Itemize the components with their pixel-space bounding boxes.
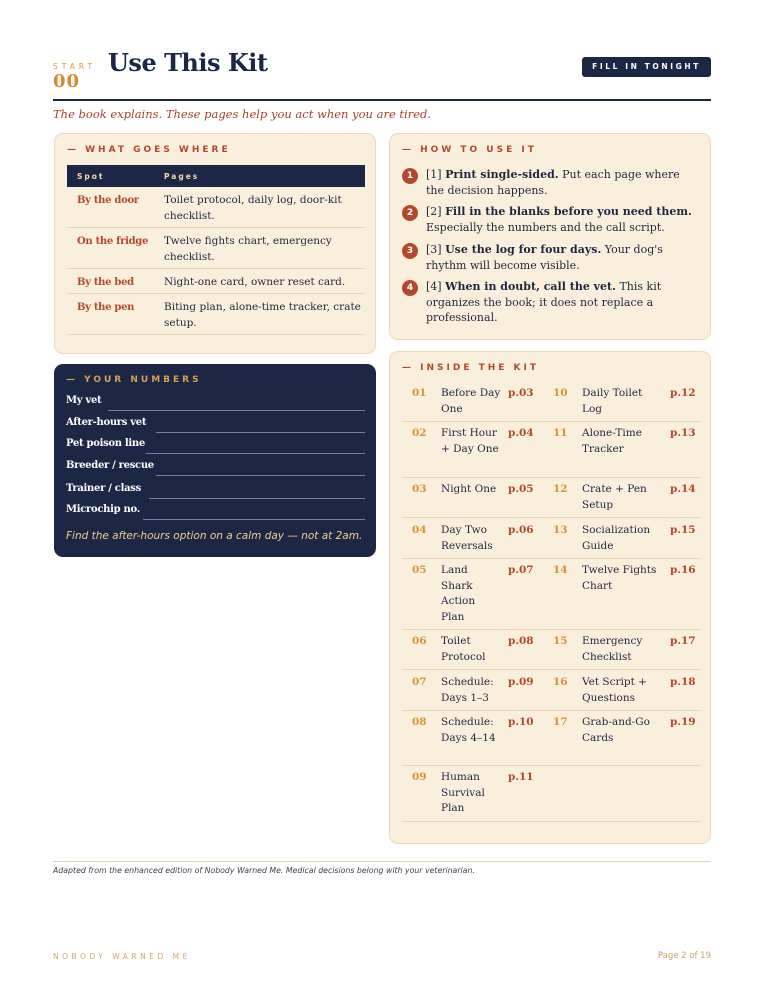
numbers-note: Find the after-hours option on a calm day — not at 2am.	[66, 530, 363, 542]
kit-item-page: p.05	[508, 483, 534, 495]
step-tag: [4]	[426, 280, 442, 293]
how-to-use-panel	[389, 133, 711, 340]
pages-column-header: Pages	[164, 172, 200, 181]
field-label: Microchip no.	[66, 504, 140, 515]
kit-item-page: p.09	[508, 676, 534, 688]
what-goes-where-panel	[54, 133, 376, 354]
step-tag: [3]	[426, 243, 442, 256]
spot-table-header	[67, 165, 365, 187]
kit-item-page: p.12	[670, 387, 696, 399]
header-divider	[53, 99, 711, 101]
kit-item-name: Twelve Fights Chart	[582, 564, 657, 592]
step-title: Print single-sided.	[445, 168, 559, 181]
kit-item-number: 02	[412, 427, 427, 439]
pet-poison-line-field[interactable]	[66, 438, 365, 454]
kit-table-row	[402, 634, 701, 670]
pages-cell: Night-one card, owner reset card.	[164, 276, 346, 288]
step-number-badge: 2	[402, 205, 418, 221]
kit-item-number: 14	[553, 564, 568, 576]
microchip-field[interactable]	[66, 504, 365, 520]
fill-in-line[interactable]	[143, 519, 365, 520]
kit-item-number: 07	[412, 676, 427, 688]
how-to-use-heading: — HOW TO USE IT	[402, 145, 537, 155]
page-title: Use This Kit	[108, 48, 268, 77]
kit-item-number: 15	[553, 635, 568, 647]
step-number-badge: 1	[402, 168, 418, 184]
kit-table-row	[402, 523, 701, 559]
page-subtitle: The book explains. These pages help you act when you are tired.	[53, 107, 432, 121]
section-number: 00	[53, 71, 81, 92]
step-title: Fill in the blanks before you need them.	[445, 205, 692, 218]
kit-item-page: p.11	[508, 771, 534, 783]
fill-in-line[interactable]	[156, 432, 365, 433]
kit-table-row	[402, 715, 701, 766]
kit-item-number: 05	[412, 564, 427, 576]
kit-item-name: Alone-Time Tracker	[582, 427, 642, 455]
step-number-badge: 4	[402, 280, 418, 296]
pages-cell: Toilet protocol, daily log, door-kit checklist.	[164, 194, 342, 222]
kit-item-number: 03	[412, 483, 427, 495]
kit-table-row	[402, 675, 701, 711]
page-number: Page 2 of 19	[657, 951, 711, 961]
kit-item-page: p.04	[508, 427, 534, 439]
kit-item-page: p.10	[508, 716, 534, 728]
step-text	[426, 242, 696, 273]
table-row	[67, 294, 365, 335]
field-label: Trainer / class	[66, 483, 141, 494]
step-number-badge: 3	[402, 243, 418, 259]
footnote: Adapted from the enhanced edition of Nobody Warned Me. Medical decisions belong with your veterinarian.	[53, 866, 475, 875]
step-detail: Your dog's rhythm will become visible.	[426, 243, 663, 272]
step-detail: Especially the numbers and the call script.	[426, 220, 665, 234]
spot-column-header: Spot	[77, 172, 105, 181]
kit-item-page: p.15	[670, 524, 696, 536]
kit-item-number: 12	[553, 483, 568, 495]
what-goes-where-heading: — WHAT GOES WHERE	[67, 145, 231, 155]
kit-item-name: Land Shark Action Plan	[441, 564, 476, 623]
step-text	[426, 167, 696, 198]
kit-table-row	[402, 563, 701, 630]
kit-item-name: Grab-and-Go Cards	[582, 716, 650, 744]
kit-item-page: p.14	[670, 483, 696, 495]
fill-in-line[interactable]	[108, 410, 365, 411]
kit-item-name: Vet Script + Questions	[582, 676, 647, 704]
fill-in-badge: FILL IN TONIGHT	[582, 57, 711, 77]
kit-item-page: p.08	[508, 635, 534, 647]
step-text	[426, 204, 696, 235]
kit-item-name: Crate + Pen Setup	[582, 483, 647, 511]
kit-item-number: 04	[412, 524, 427, 536]
my-vet-field[interactable]	[66, 395, 365, 411]
kit-item-name: Schedule: Days 4–14	[441, 716, 496, 744]
kit-item-page: p.19	[670, 716, 696, 728]
footer-divider	[53, 861, 711, 862]
fill-in-line[interactable]	[156, 475, 365, 476]
pages-cell: Biting plan, alone-time tracker, crate setup.	[164, 301, 361, 329]
kit-item-name: Night One	[441, 483, 497, 495]
spot-cell: On the fridge	[77, 236, 149, 247]
kit-item-name: Human Survival Plan	[441, 771, 485, 814]
table-row	[67, 228, 365, 269]
kit-item-number: 09	[412, 771, 427, 783]
after-hours-vet-field[interactable]	[66, 417, 365, 433]
kit-item-name: Day Two Reversals	[441, 524, 493, 552]
page-header	[53, 48, 711, 100]
kit-item-number: 13	[553, 524, 568, 536]
kit-item-name: Before Day One	[441, 387, 501, 415]
kit-item-name: Schedule: Days 1–3	[441, 676, 494, 704]
inside-the-kit-panel	[389, 351, 711, 844]
kit-item-page: p.18	[670, 676, 696, 688]
kit-item-page: p.06	[508, 524, 534, 536]
kit-table-row	[402, 482, 701, 518]
step-tag: [2]	[426, 205, 442, 218]
brand-name: NOBODY WARNED ME	[53, 952, 191, 961]
step-title: When in doubt, call the vet.	[445, 280, 616, 293]
table-row	[67, 187, 365, 228]
step-text	[426, 279, 696, 326]
kit-item-name: Emergency Checklist	[582, 635, 643, 663]
kit-item-name: Daily Toilet Log	[582, 387, 643, 415]
your-numbers-panel	[54, 364, 376, 557]
kit-item-number: 17	[553, 716, 568, 728]
kit-item-number: 16	[553, 676, 568, 688]
kit-item-number: 08	[412, 716, 427, 728]
trainer-class-field[interactable]	[66, 483, 365, 499]
kit-item-number: 06	[412, 635, 427, 647]
step-tag: [1]	[426, 168, 442, 181]
field-label: My vet	[66, 395, 102, 406]
kit-item-number: 11	[553, 427, 568, 439]
table-row	[67, 269, 365, 294]
kit-item-page: p.17	[670, 635, 696, 647]
kit-table-row	[402, 386, 701, 422]
fill-in-line[interactable]	[146, 453, 365, 454]
step-title: Use the log for four days.	[445, 243, 602, 256]
pages-cell: Twelve fights chart, emergency checklist.	[164, 235, 332, 263]
kit-item-number: 10	[553, 387, 568, 399]
section-label: START	[53, 62, 97, 71]
fill-in-line[interactable]	[149, 498, 365, 499]
kit-item-name: Toilet Protocol	[441, 635, 486, 663]
spot-table	[67, 165, 365, 335]
kit-table-row	[402, 426, 701, 478]
field-label: Pet poison line	[66, 438, 145, 449]
kit-item-name: Socialization Guide	[582, 524, 651, 552]
kit-item-name: First Hour + Day One	[441, 427, 499, 455]
spot-cell: By the bed	[77, 277, 134, 288]
step-detail: Put each page where the decision happens.	[426, 168, 680, 197]
your-numbers-heading: — YOUR NUMBERS	[66, 375, 202, 385]
kit-item-page: p.07	[508, 564, 534, 576]
kit-table-row	[402, 770, 701, 822]
spot-cell: By the door	[77, 195, 139, 206]
kit-item-number: 01	[412, 387, 427, 399]
inside-the-kit-heading: — INSIDE THE KIT	[402, 363, 540, 373]
step-detail: This kit organizes the book; it does not replace a professional.	[426, 280, 662, 324]
kit-item-page: p.16	[670, 564, 696, 576]
breeder-rescue-field[interactable]	[66, 460, 365, 476]
field-label: After-hours vet	[66, 417, 147, 428]
field-label: Breeder / rescue	[66, 460, 154, 471]
kit-item-page: p.03	[508, 387, 534, 399]
spot-cell: By the pen	[77, 302, 135, 313]
kit-item-page: p.13	[670, 427, 696, 439]
